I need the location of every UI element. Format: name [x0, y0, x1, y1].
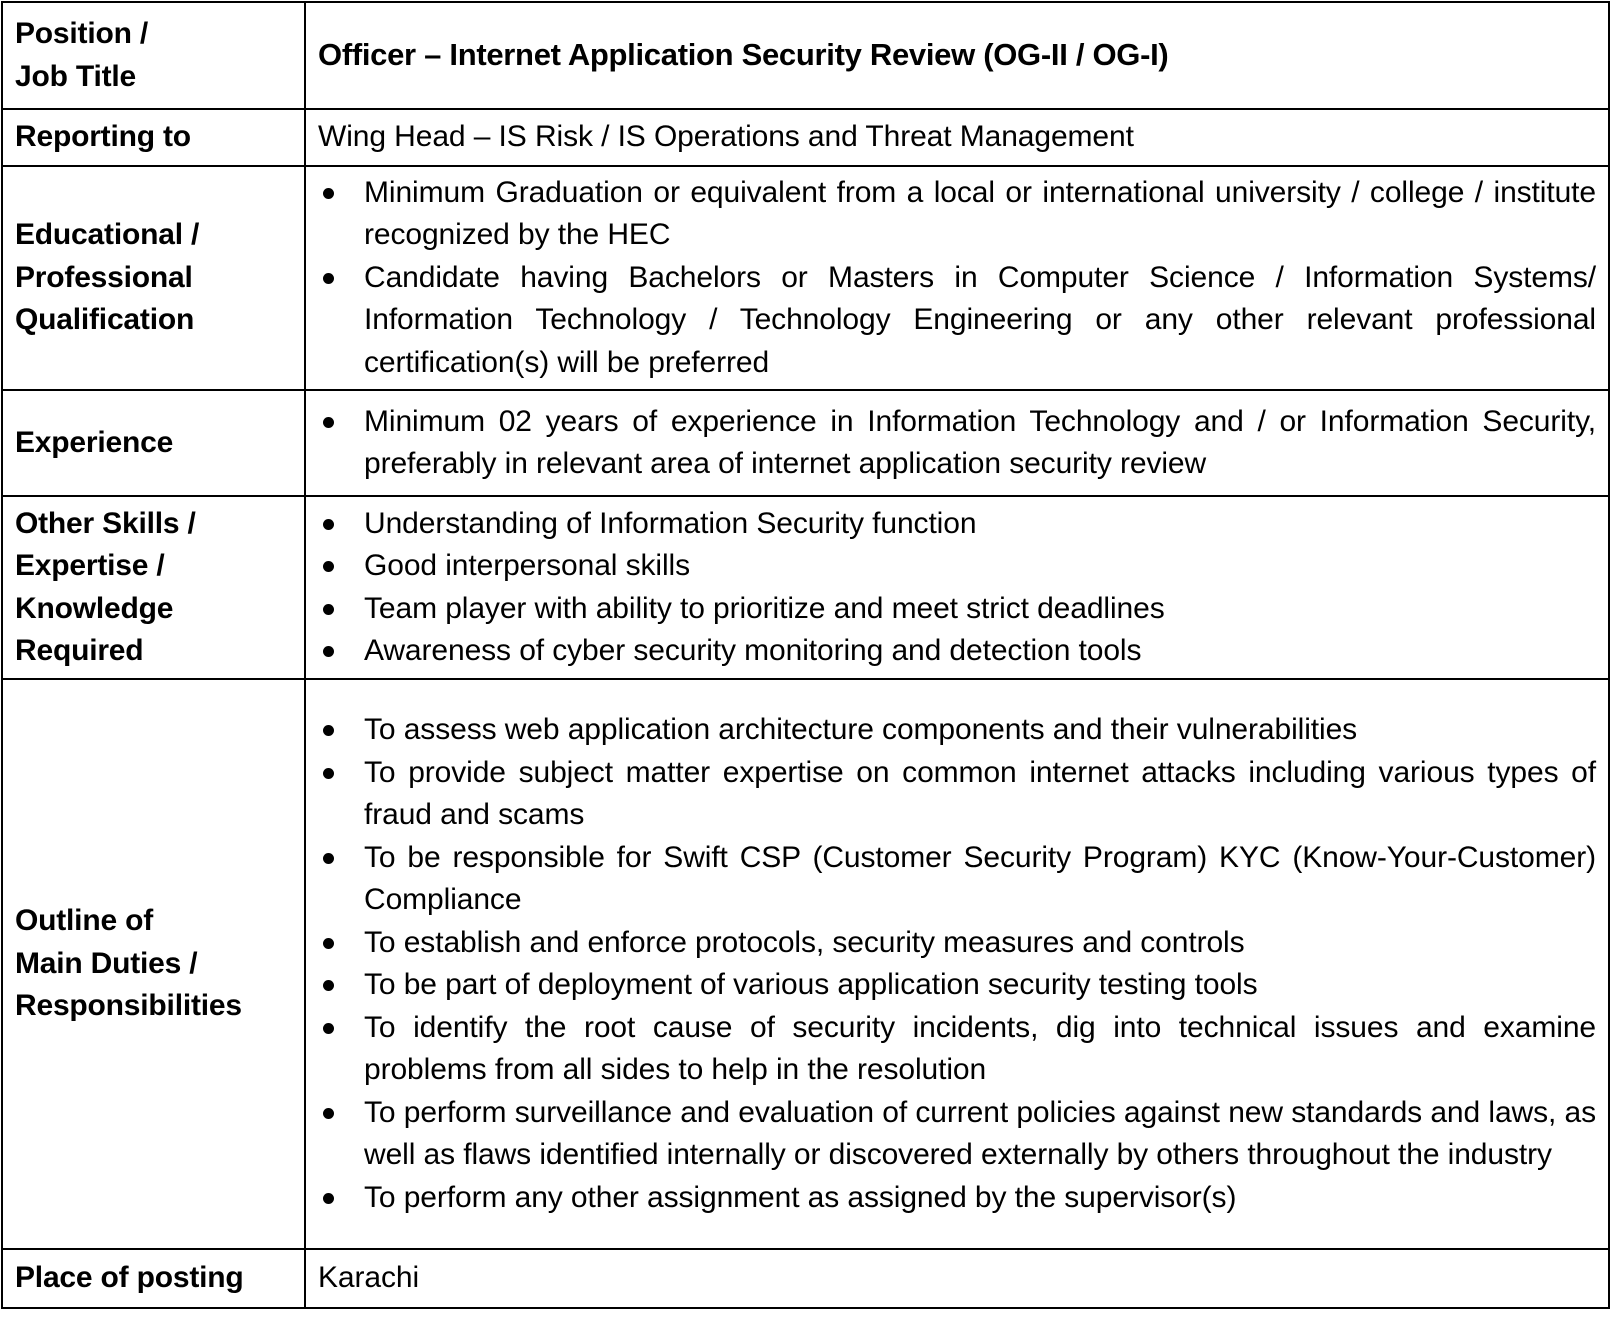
duties-value	[305, 679, 1609, 1249]
list-item: To perform any other assignment as assigned by the supervisor(s)	[318, 1177, 1596, 1220]
posting-value: Karachi	[305, 1249, 1609, 1308]
skills-label-line: Knowledge	[15, 591, 174, 625]
list-item: Awareness of cyber security monitoring and detection tools	[318, 630, 1596, 673]
list-item: Minimum 02 years of experience in Information Technology and / or Information Security, preferably in relevant area of internet application security review	[318, 401, 1596, 486]
position-label-line: Position /	[15, 17, 149, 50]
row-posting	[2, 1249, 1609, 1308]
list-item: Team player with ability to prioritize and meet strict deadlines	[318, 588, 1596, 631]
duties-label-line: Outline of	[15, 904, 153, 938]
list-item: Understanding of Information Security function	[318, 503, 1596, 546]
list-item: Good interpersonal skills	[318, 545, 1596, 588]
posting-label: Place of posting	[2, 1249, 305, 1308]
experience-label: Experience	[2, 390, 305, 496]
qualification-label	[2, 166, 305, 390]
qualification-value	[305, 166, 1609, 390]
skills-label-line: Expertise /	[15, 549, 165, 582]
job-description-table	[1, 1, 1610, 1309]
position-label-line: Job Title	[15, 59, 136, 93]
qualification-label-line: Educational /	[15, 218, 200, 252]
duties-label	[2, 679, 305, 1249]
row-experience	[2, 390, 1609, 496]
experience-value	[305, 390, 1609, 496]
qualification-list	[318, 172, 1596, 385]
qualification-label-line: Professional	[15, 260, 193, 294]
list-item: Candidate having Bachelors or Masters in Computer Science / Information Systems/ Information Technology / Technology Engineering or any other relevant professional certification(s) will be preferred	[318, 257, 1596, 385]
list-item: To assess web application architecture components and their vulnerabilities	[318, 709, 1596, 752]
list-item: Minimum Graduation or equivalent from a local or international university / college / institute recognized by the HEC	[318, 172, 1596, 257]
list-item: To be responsible for Swift CSP (Customer Security Program) KYC (Know-Your-Customer) Compliance	[318, 837, 1596, 922]
duties-list	[318, 709, 1596, 1219]
list-item: To establish and enforce protocols, security measures and controls	[318, 922, 1596, 965]
qualification-label-line: Qualification	[15, 303, 195, 337]
skills-value	[305, 496, 1609, 679]
row-qualification	[2, 166, 1609, 390]
job-title-value: Officer – Internet Application Security Review (OG-II / OG-I)	[305, 2, 1609, 109]
skills-list	[318, 503, 1596, 673]
row-reporting	[2, 109, 1609, 166]
list-item: To be part of deployment of various application security testing tools	[318, 964, 1596, 1007]
duties-label-line: Responsibilities	[15, 989, 242, 1023]
duties-label-line: Main Duties /	[15, 946, 198, 980]
row-skills	[2, 496, 1609, 679]
list-item: To perform surveillance and evaluation of current policies against new standards and laws, as well as flaws identified internally or discovered externally by others throughout the industry	[318, 1092, 1596, 1177]
row-duties	[2, 679, 1609, 1249]
experience-list	[318, 401, 1596, 486]
skills-label-line: Other Skills /	[15, 506, 196, 540]
skills-label-line: Required	[15, 634, 144, 667]
skills-label	[2, 496, 305, 679]
reporting-label: Reporting to	[2, 109, 305, 166]
reporting-value: Wing Head – IS Risk / IS Operations and Threat Management	[305, 109, 1609, 166]
position-label	[2, 2, 305, 109]
list-item: To identify the root cause of security incidents, dig into technical issues and examine problems from all sides to help in the resolution	[318, 1007, 1596, 1092]
row-position	[2, 2, 1609, 109]
list-item: To provide subject matter expertise on common internet attacks including various types of fraud and scams	[318, 752, 1596, 837]
